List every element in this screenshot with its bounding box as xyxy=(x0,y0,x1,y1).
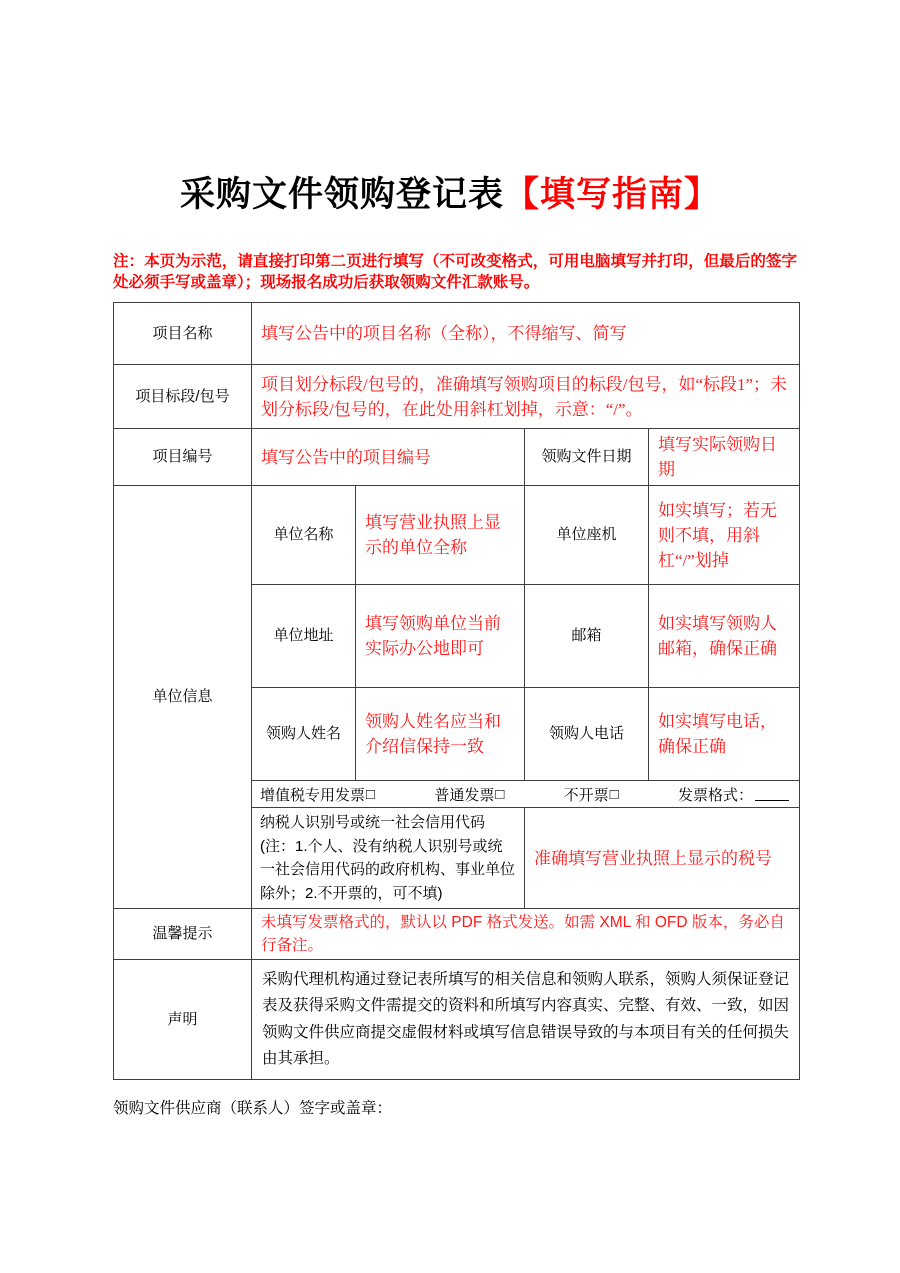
invoice-option-ordinary-label: 普通发票 xyxy=(434,786,495,804)
label-email: 邮箱 xyxy=(525,585,649,688)
label-buyer-phone: 领购人电话 xyxy=(525,688,649,781)
label-unit-name: 单位名称 xyxy=(252,486,356,585)
label-project-name: 项目名称 xyxy=(114,303,252,365)
hint-buyer-phone: 如实填写电话，确保正确 xyxy=(649,688,800,781)
invoice-cell xyxy=(252,781,800,808)
row-project-no xyxy=(114,429,800,486)
label-section: 项目标段/包号 xyxy=(114,365,252,429)
invoice-option-none[interactable] xyxy=(564,784,619,805)
hint-buyer-name: 领购人姓名应当和介绍信保持一致 xyxy=(356,688,525,781)
invoice-option-none-label: 不开票 xyxy=(563,786,609,804)
hint-section: 项目划分标段/包号的，准确填写领购项目的标段/包号，如“标段1”；未划分标段/包号的，在此处用斜杠划掉，示意：“/”。 xyxy=(252,365,800,429)
page-title xyxy=(0,172,900,218)
tips-text: 未填写发票格式的，默认以 PDF 格式发送。如需 XML 和 OFD 版本，务必自行备注。 xyxy=(252,909,800,960)
label-pickup-date: 领购文件日期 xyxy=(525,429,649,486)
invoice-format-field xyxy=(678,784,789,805)
label-unit-info: 单位信息 xyxy=(114,486,252,909)
invoice-option-vat-special[interactable] xyxy=(260,784,375,805)
row-section xyxy=(114,365,800,429)
row-project-name xyxy=(114,303,800,365)
tax-id-note: (注：1.个人、没有纳税人识别号或统一社会信用代码的政府机构、事业单位除外；2.不开票的，可不填) xyxy=(260,837,516,902)
label-tips: 温馨提示 xyxy=(114,909,252,960)
label-tax-id xyxy=(252,808,525,909)
hint-project-no: 填写公告中的项目编号 xyxy=(252,429,525,486)
label-unit-landline: 单位座机 xyxy=(525,486,649,585)
checkbox-icon[interactable]: □ xyxy=(609,785,619,803)
note-text: 注：本页为示范，请直接打印第二页进行填写（不可改变格式，可用电脑填写并打印，但最后的签字处必须手写或盖章）；现场报名成功后获取领购文件汇款账号。 xyxy=(113,253,797,291)
label-unit-address: 单位地址 xyxy=(252,585,356,688)
label-declaration: 声明 xyxy=(114,960,252,1080)
invoice-format-blank[interactable] xyxy=(755,788,789,801)
invoice-format-label: 发票格式： xyxy=(677,786,753,804)
row-tips xyxy=(114,909,800,960)
label-buyer-name: 领购人姓名 xyxy=(252,688,356,781)
hint-email: 如实填写领购人邮箱，确保正确 xyxy=(649,585,800,688)
label-project-no: 项目编号 xyxy=(114,429,252,486)
tax-id-title: 纳税人识别号或统一社会信用代码 xyxy=(260,814,486,831)
hint-tax-id: 准确填写营业执照上显示的税号 xyxy=(525,808,800,909)
row-unit-name xyxy=(114,486,800,585)
registration-table xyxy=(113,302,800,1080)
checkbox-icon[interactable]: □ xyxy=(366,785,376,803)
hint-unit-name: 填写营业执照上显示的单位全称 xyxy=(356,486,525,585)
row-declaration xyxy=(114,960,800,1080)
declaration-text: 采购代理机构通过登记表所填写的相关信息和领购人联系，领购人须保证登记表及获得采购文件需提交的资料和所填写内容真实、完整、有效、一致，如因领购文件供应商提交虚假材料或填写信息错误导致的与本项目有关的任何损失由其承担。 xyxy=(252,960,800,1080)
hint-project-name: 填写公告中的项目名称（全称），不得缩写、简写 xyxy=(252,303,800,365)
hint-unit-landline: 如实填写；若无则不填，用斜杠“/”划掉 xyxy=(649,486,800,585)
signature-line-label: 领购文件供应商（联系人）签字或盖章： xyxy=(113,1100,393,1117)
hint-unit-address: 填写领购单位当前实际办公地即可 xyxy=(356,585,525,688)
hint-pickup-date: 填写实际领购日期 xyxy=(649,429,800,486)
checkbox-icon[interactable]: □ xyxy=(495,785,505,803)
invoice-option-vat-special-label: 增值税专用发票 xyxy=(260,786,366,804)
invoice-option-ordinary[interactable] xyxy=(434,784,504,805)
page-title-main: 采购文件领购登记表 xyxy=(179,175,504,214)
page-title-highlight: 【填写指南】 xyxy=(504,175,721,214)
